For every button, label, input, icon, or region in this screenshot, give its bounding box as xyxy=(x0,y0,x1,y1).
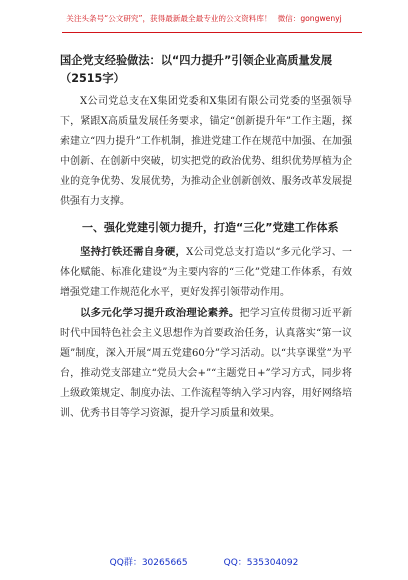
footer-qq-group: QQ群：30265665 xyxy=(109,558,188,568)
document-title: 国企党支经验做法：以“四力提升”引领企业高质量发展（2515字） xyxy=(60,54,333,85)
footer-qq: QQ：535304092 xyxy=(223,558,299,568)
paragraph-3 xyxy=(60,303,352,424)
section-1-body: X公司党总支打造以“多元化学习、一体化赋能、标准化建设”为主要内容的“三化”党建工作体系，有效增强党建工作规范化水平，更好发挥引领带动作用。 xyxy=(60,247,353,298)
section-1-heading: 一、强化党建引领力提升，打造“三化”党建工作体系 xyxy=(82,221,339,234)
header-banner xyxy=(0,8,408,30)
section-1-paragraph xyxy=(60,242,352,303)
paragraph-3-lead: 以多元化学习提升政治理论素养。 xyxy=(80,307,240,319)
header-divider xyxy=(62,32,362,33)
header-wechat: 微信：gongwenyj xyxy=(277,14,342,23)
header-text: 关注头条号“公文研究”，获得最新最全最专业的公文资料库！ xyxy=(66,14,272,23)
section-1-lead: 坚持打铁还需自身硬， xyxy=(80,246,187,258)
intro-paragraph: X公司党总支在X集团党委和X集团有限公司党委的坚强领导下，紧跟X高质量发展任务要求，锚定“创新提升年”工作主题，探索建立“四力提升”工作机制，推进党建工作在规范中加强、在加强中创新、在创新中突破，切实把党的政治优势、组织优势厚植为企业的竞争优势、发展优势，为推动企业创新创效、服务改革发展提供强有力支撑。 xyxy=(60,96,352,207)
footer-banner xyxy=(0,556,408,570)
document-body xyxy=(60,52,352,424)
paragraph-3-body: 把学习宣传贯彻习近平新时代中国特色社会主义思想作为首要政治任务，认真落实“第一议题”制度，深入开展“周五党建60分”学习活动。以“共享课堂”为平台，推动党支部建立“党员大会+”“主题党日+”学习方式，同步将上级政策规定、制度办法、工作流程等纳入学习内容，用好网络培训、优秀书目等学习资源，提升学习质量和效果。 xyxy=(60,308,353,419)
